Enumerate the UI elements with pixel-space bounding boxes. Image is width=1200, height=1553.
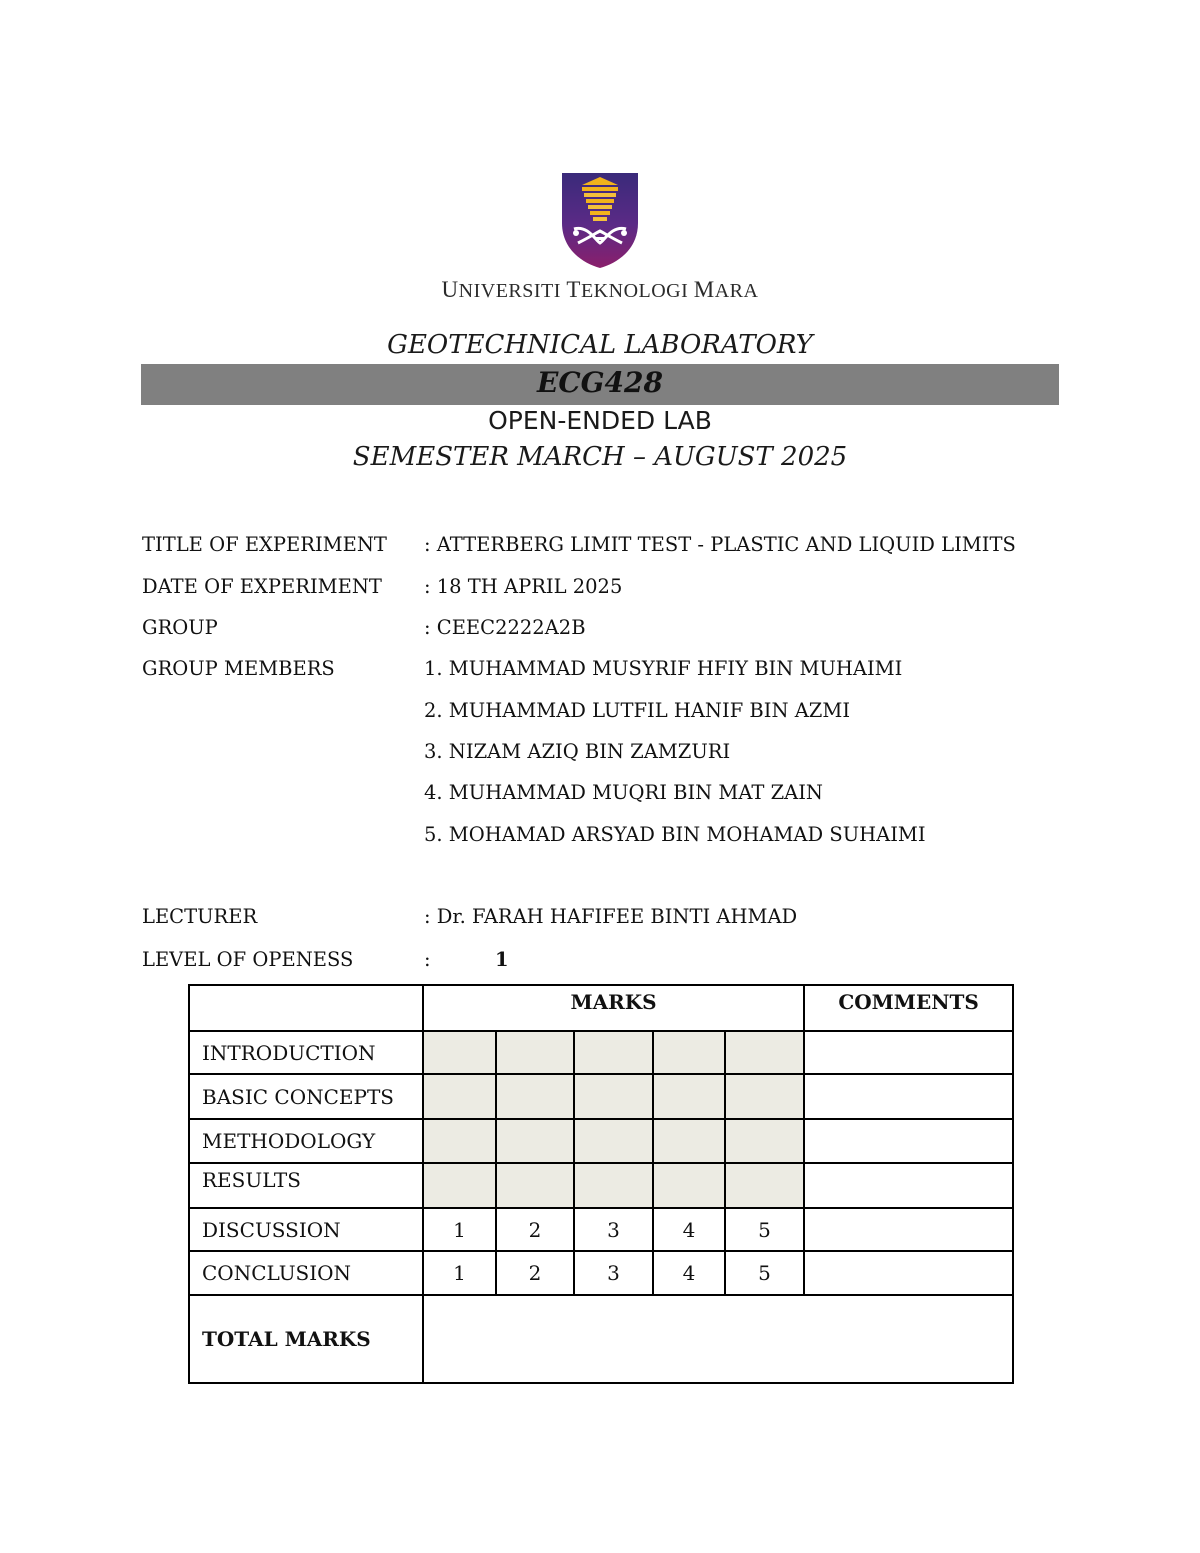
- course-code: ECG428: [537, 366, 663, 399]
- table-row: [189, 1163, 1013, 1208]
- comments-header: COMMENTS: [804, 985, 1013, 1031]
- table-row: [189, 1074, 1013, 1119]
- member-item: 3. NIZAM AZIQ BIN ZAMZURI: [424, 740, 731, 763]
- member-item: 1. MUHAMMAD MUSYRIF HFIY BIN MUHAIMI: [424, 657, 903, 680]
- group-value: : CEEC2222A2B: [424, 616, 586, 639]
- title-label: TITLE OF EXPERIMENT: [142, 533, 387, 556]
- scale-cell: 3: [574, 1208, 653, 1251]
- member-item: 5. MOHAMAD ARSYAD BIN MOHAMAD SUHAIMI: [424, 823, 926, 846]
- mark-cell: [574, 1163, 653, 1208]
- marks-header: MARKS: [423, 985, 804, 1031]
- comment-cell: [804, 1031, 1013, 1074]
- row-label-introduction: INTRODUCTION: [189, 1031, 423, 1074]
- openess-label: LEVEL OF OPENESS: [142, 948, 354, 971]
- table-row: [189, 1031, 1013, 1074]
- table-row: [189, 1208, 1013, 1251]
- scale-cell: 3: [574, 1251, 653, 1295]
- comment-cell: [804, 1163, 1013, 1208]
- member-item: 2. MUHAMMAD LUTFIL HANIF BIN AZMI: [424, 699, 851, 722]
- scale-cell: 4: [653, 1208, 725, 1251]
- table-row: [189, 1119, 1013, 1163]
- mark-cell: [725, 1031, 804, 1074]
- mark-cell: [423, 1031, 496, 1074]
- table-header-row: [189, 985, 1013, 1031]
- mark-cell: [574, 1119, 653, 1163]
- mark-cell: [725, 1163, 804, 1208]
- row-label-results: RESULTS: [189, 1163, 423, 1208]
- comment-cell: [804, 1119, 1013, 1163]
- mark-cell: [496, 1031, 574, 1074]
- mark-cell: [725, 1119, 804, 1163]
- scale-cell: 4: [653, 1251, 725, 1295]
- row-label-methodology: METHODOLOGY: [189, 1119, 423, 1163]
- scale-cell: 2: [496, 1251, 574, 1295]
- title-value: : ATTERBERG LIMIT TEST - PLASTIC AND LIQUID LIMITS: [424, 533, 1016, 556]
- row-label-discussion: DISCUSSION: [189, 1208, 423, 1251]
- scale-cell: 1: [423, 1208, 496, 1251]
- date-value: : 18 TH APRIL 2025: [424, 575, 623, 598]
- lecturer-value: : Dr. FARAH HAFIFEE BINTI AHMAD: [424, 905, 798, 928]
- member-item: 4. MUHAMMAD MUQRI BIN MAT ZAIN: [424, 781, 823, 804]
- scale-cell: 5: [725, 1251, 804, 1295]
- mark-cell: [574, 1031, 653, 1074]
- university-logo: [560, 171, 640, 269]
- comment-cell: [804, 1208, 1013, 1251]
- date-label: DATE OF EXPERIMENT: [142, 575, 382, 598]
- scale-cell: 1: [423, 1251, 496, 1295]
- group-label: GROUP: [142, 616, 218, 639]
- total-marks-cell: [423, 1295, 1013, 1383]
- row-label-conclusion: CONCLUSION: [189, 1251, 423, 1295]
- mark-cell: [423, 1074, 496, 1119]
- mark-cell: [496, 1074, 574, 1119]
- members-label: GROUP MEMBERS: [142, 657, 335, 680]
- comment-cell: [804, 1251, 1013, 1295]
- total-row: [189, 1295, 1013, 1383]
- header-blank-cell: [189, 985, 423, 1031]
- openess-value: 1: [495, 948, 509, 971]
- lecturer-label: LECTURER: [142, 905, 258, 928]
- lab-type: OPEN-ENDED LAB: [488, 406, 712, 435]
- total-marks-label: TOTAL MARKS: [189, 1295, 423, 1383]
- scale-cell: 5: [725, 1208, 804, 1251]
- mark-cell: [653, 1163, 725, 1208]
- mark-cell: [423, 1119, 496, 1163]
- mark-cell: [496, 1163, 574, 1208]
- mark-cell: [574, 1074, 653, 1119]
- comment-cell: [804, 1074, 1013, 1119]
- semester: SEMESTER MARCH – AUGUST 2025: [352, 442, 848, 472]
- mark-cell: [496, 1119, 574, 1163]
- university-name: UNIVERSITI TEKNOLOGI MARA: [441, 277, 759, 302]
- grading-table: [188, 984, 1014, 1384]
- mark-cell: [653, 1031, 725, 1074]
- mark-cell: [423, 1163, 496, 1208]
- row-label-basic-concepts: BASIC CONCEPTS: [189, 1074, 423, 1119]
- mark-cell: [653, 1074, 725, 1119]
- scale-cell: 2: [496, 1208, 574, 1251]
- lab-title: GEOTECHNICAL LABORATORY: [387, 330, 813, 360]
- mark-cell: [653, 1119, 725, 1163]
- mark-cell: [725, 1074, 804, 1119]
- openess-colon: :: [424, 948, 431, 971]
- table-row: [189, 1251, 1013, 1295]
